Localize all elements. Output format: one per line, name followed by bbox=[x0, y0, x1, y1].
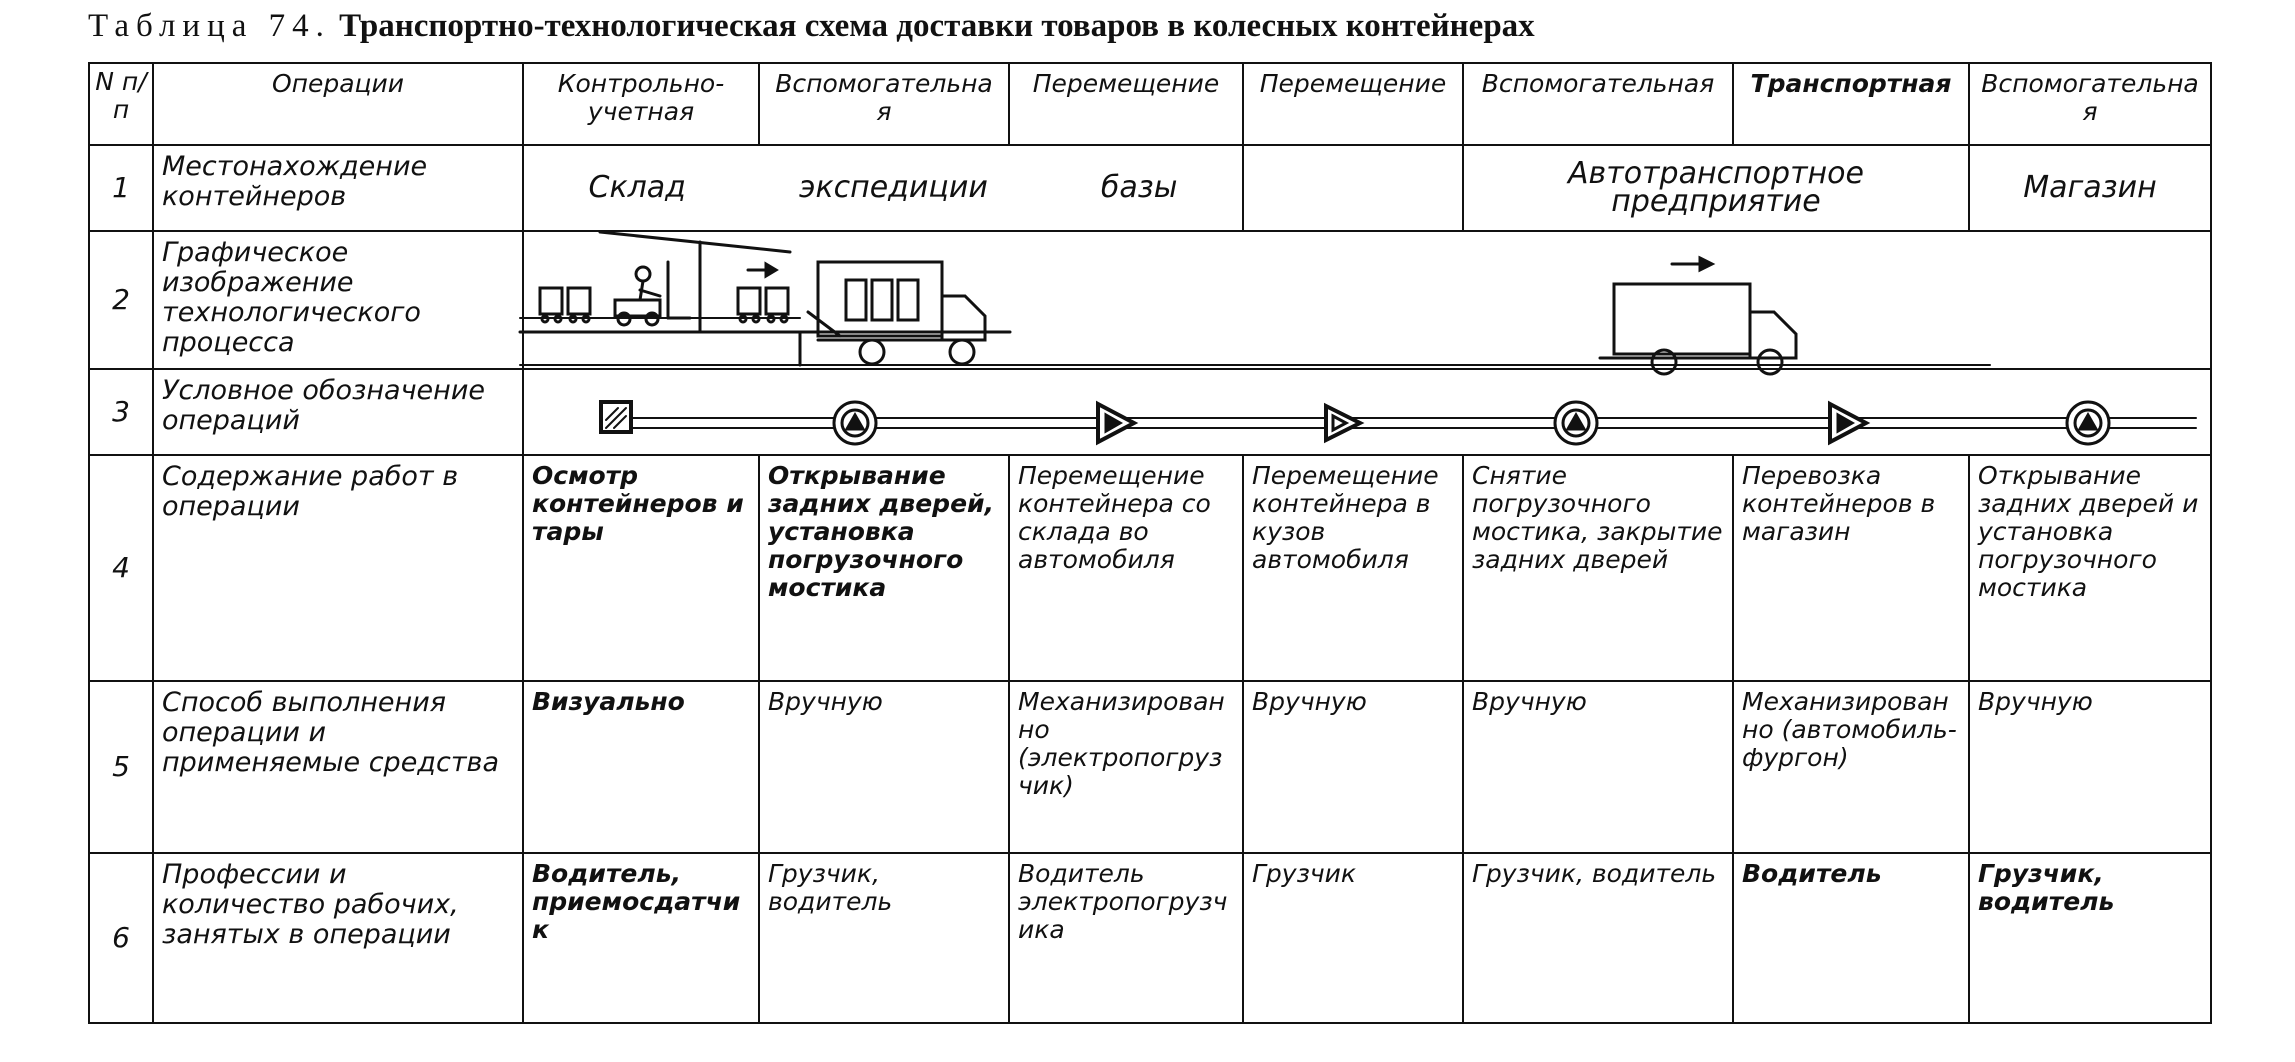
row-5-label: Способ выполнения операции и применяемые средства bbox=[153, 681, 523, 853]
row-6-num: 6 bbox=[89, 853, 153, 1023]
process-graphic-cell bbox=[523, 231, 2211, 369]
header-col-5: Вспомогательная bbox=[1463, 63, 1733, 145]
workers-cell-7: Грузчик, водитель bbox=[1969, 853, 2211, 1023]
method-cell-2: Вручную bbox=[759, 681, 1009, 853]
row-1-label: Местонахождение контейнеров bbox=[153, 145, 523, 231]
method-cell-4: Вручную bbox=[1243, 681, 1463, 853]
row-2-num: 2 bbox=[89, 231, 153, 369]
location-empty bbox=[1243, 145, 1463, 231]
row-3-label: Условное обозначение операций bbox=[153, 369, 523, 455]
location-warehouse bbox=[523, 145, 1243, 231]
row-5-num: 5 bbox=[89, 681, 153, 853]
row-location bbox=[89, 145, 2211, 231]
row-graphic bbox=[89, 231, 2211, 369]
location-store: Магазин bbox=[1969, 145, 2211, 231]
method-cell-3: Механизированно (электропогрузчик) bbox=[1009, 681, 1243, 853]
header-col-2: Вспомогательная bbox=[759, 63, 1009, 145]
caption-label: Таблица 74. bbox=[88, 8, 331, 44]
header-operations: Операции bbox=[153, 63, 523, 145]
content-cell-5: Снятие погрузочного мостика, закрытие задних дверей bbox=[1463, 455, 1733, 681]
location-transport: Автотранспортное предприятие bbox=[1463, 145, 1969, 231]
row-symbols bbox=[89, 369, 2211, 455]
method-cell-5: Вручную bbox=[1463, 681, 1733, 853]
content-cell-2: Открывание задних дверей, установка погрузочного мостика bbox=[759, 455, 1009, 681]
row-4-label: Содержание работ в операции bbox=[153, 455, 523, 681]
workers-cell-4: Грузчик bbox=[1243, 853, 1463, 1023]
content-cell-1: Осмотр контейнеров и тары bbox=[523, 455, 759, 681]
location-warehouse-word-1: Склад bbox=[588, 170, 686, 205]
row-3-num: 3 bbox=[89, 369, 153, 455]
workers-cell-1: Водитель, приемосдатчик bbox=[523, 853, 759, 1023]
row-workers bbox=[89, 853, 2211, 1023]
method-cell-6: Механизированно (автомобиль-фургон) bbox=[1733, 681, 1969, 853]
location-warehouse-word-2: экспедиции bbox=[799, 170, 988, 205]
table-caption bbox=[88, 8, 2188, 48]
content-cell-7: Открывание задних дверей и установка погрузочного мостика bbox=[1969, 455, 2211, 681]
content-cell-4: Перемещение контейнера в кузов автомобиля bbox=[1243, 455, 1463, 681]
header-col-3: Перемещение bbox=[1009, 63, 1243, 145]
transport-scheme-table bbox=[88, 62, 2212, 1024]
workers-cell-6: Водитель bbox=[1733, 853, 1969, 1023]
workers-cell-2: Грузчик, водитель bbox=[759, 853, 1009, 1023]
header-col-1: Контрольно-учетная bbox=[523, 63, 759, 145]
row-6-label: Профессии и количество рабочих, занятых в операции bbox=[153, 853, 523, 1023]
method-cell-1: Визуально bbox=[523, 681, 759, 853]
row-1-num: 1 bbox=[89, 145, 153, 231]
content-cell-3: Перемещение контейнера со склада во автомобиля bbox=[1009, 455, 1243, 681]
row-4-num: 4 bbox=[89, 455, 153, 681]
operation-symbols-cell bbox=[523, 369, 2211, 455]
workers-cell-3: Водитель электропогрузчика bbox=[1009, 853, 1243, 1023]
header-col-7: Вспомогательная bbox=[1969, 63, 2211, 145]
header-num: N п/п bbox=[89, 63, 153, 145]
header-col-6: Транспортная bbox=[1733, 63, 1969, 145]
header-col-4: Перемещение bbox=[1243, 63, 1463, 145]
row-2-label: Графическое изображение технологического процесса bbox=[153, 231, 523, 369]
workers-cell-5: Грузчик, водитель bbox=[1463, 853, 1733, 1023]
row-content bbox=[89, 455, 2211, 681]
row-method bbox=[89, 681, 2211, 853]
content-cell-6: Перевозка контейнеров в магазин bbox=[1733, 455, 1969, 681]
location-warehouse-word-3: базы bbox=[1100, 170, 1178, 205]
caption-title: Транспортно-технологическая схема доставки товаров в колесных контейнерах bbox=[339, 8, 1535, 44]
method-cell-7: Вручную bbox=[1969, 681, 2211, 853]
header-row bbox=[89, 63, 2211, 145]
